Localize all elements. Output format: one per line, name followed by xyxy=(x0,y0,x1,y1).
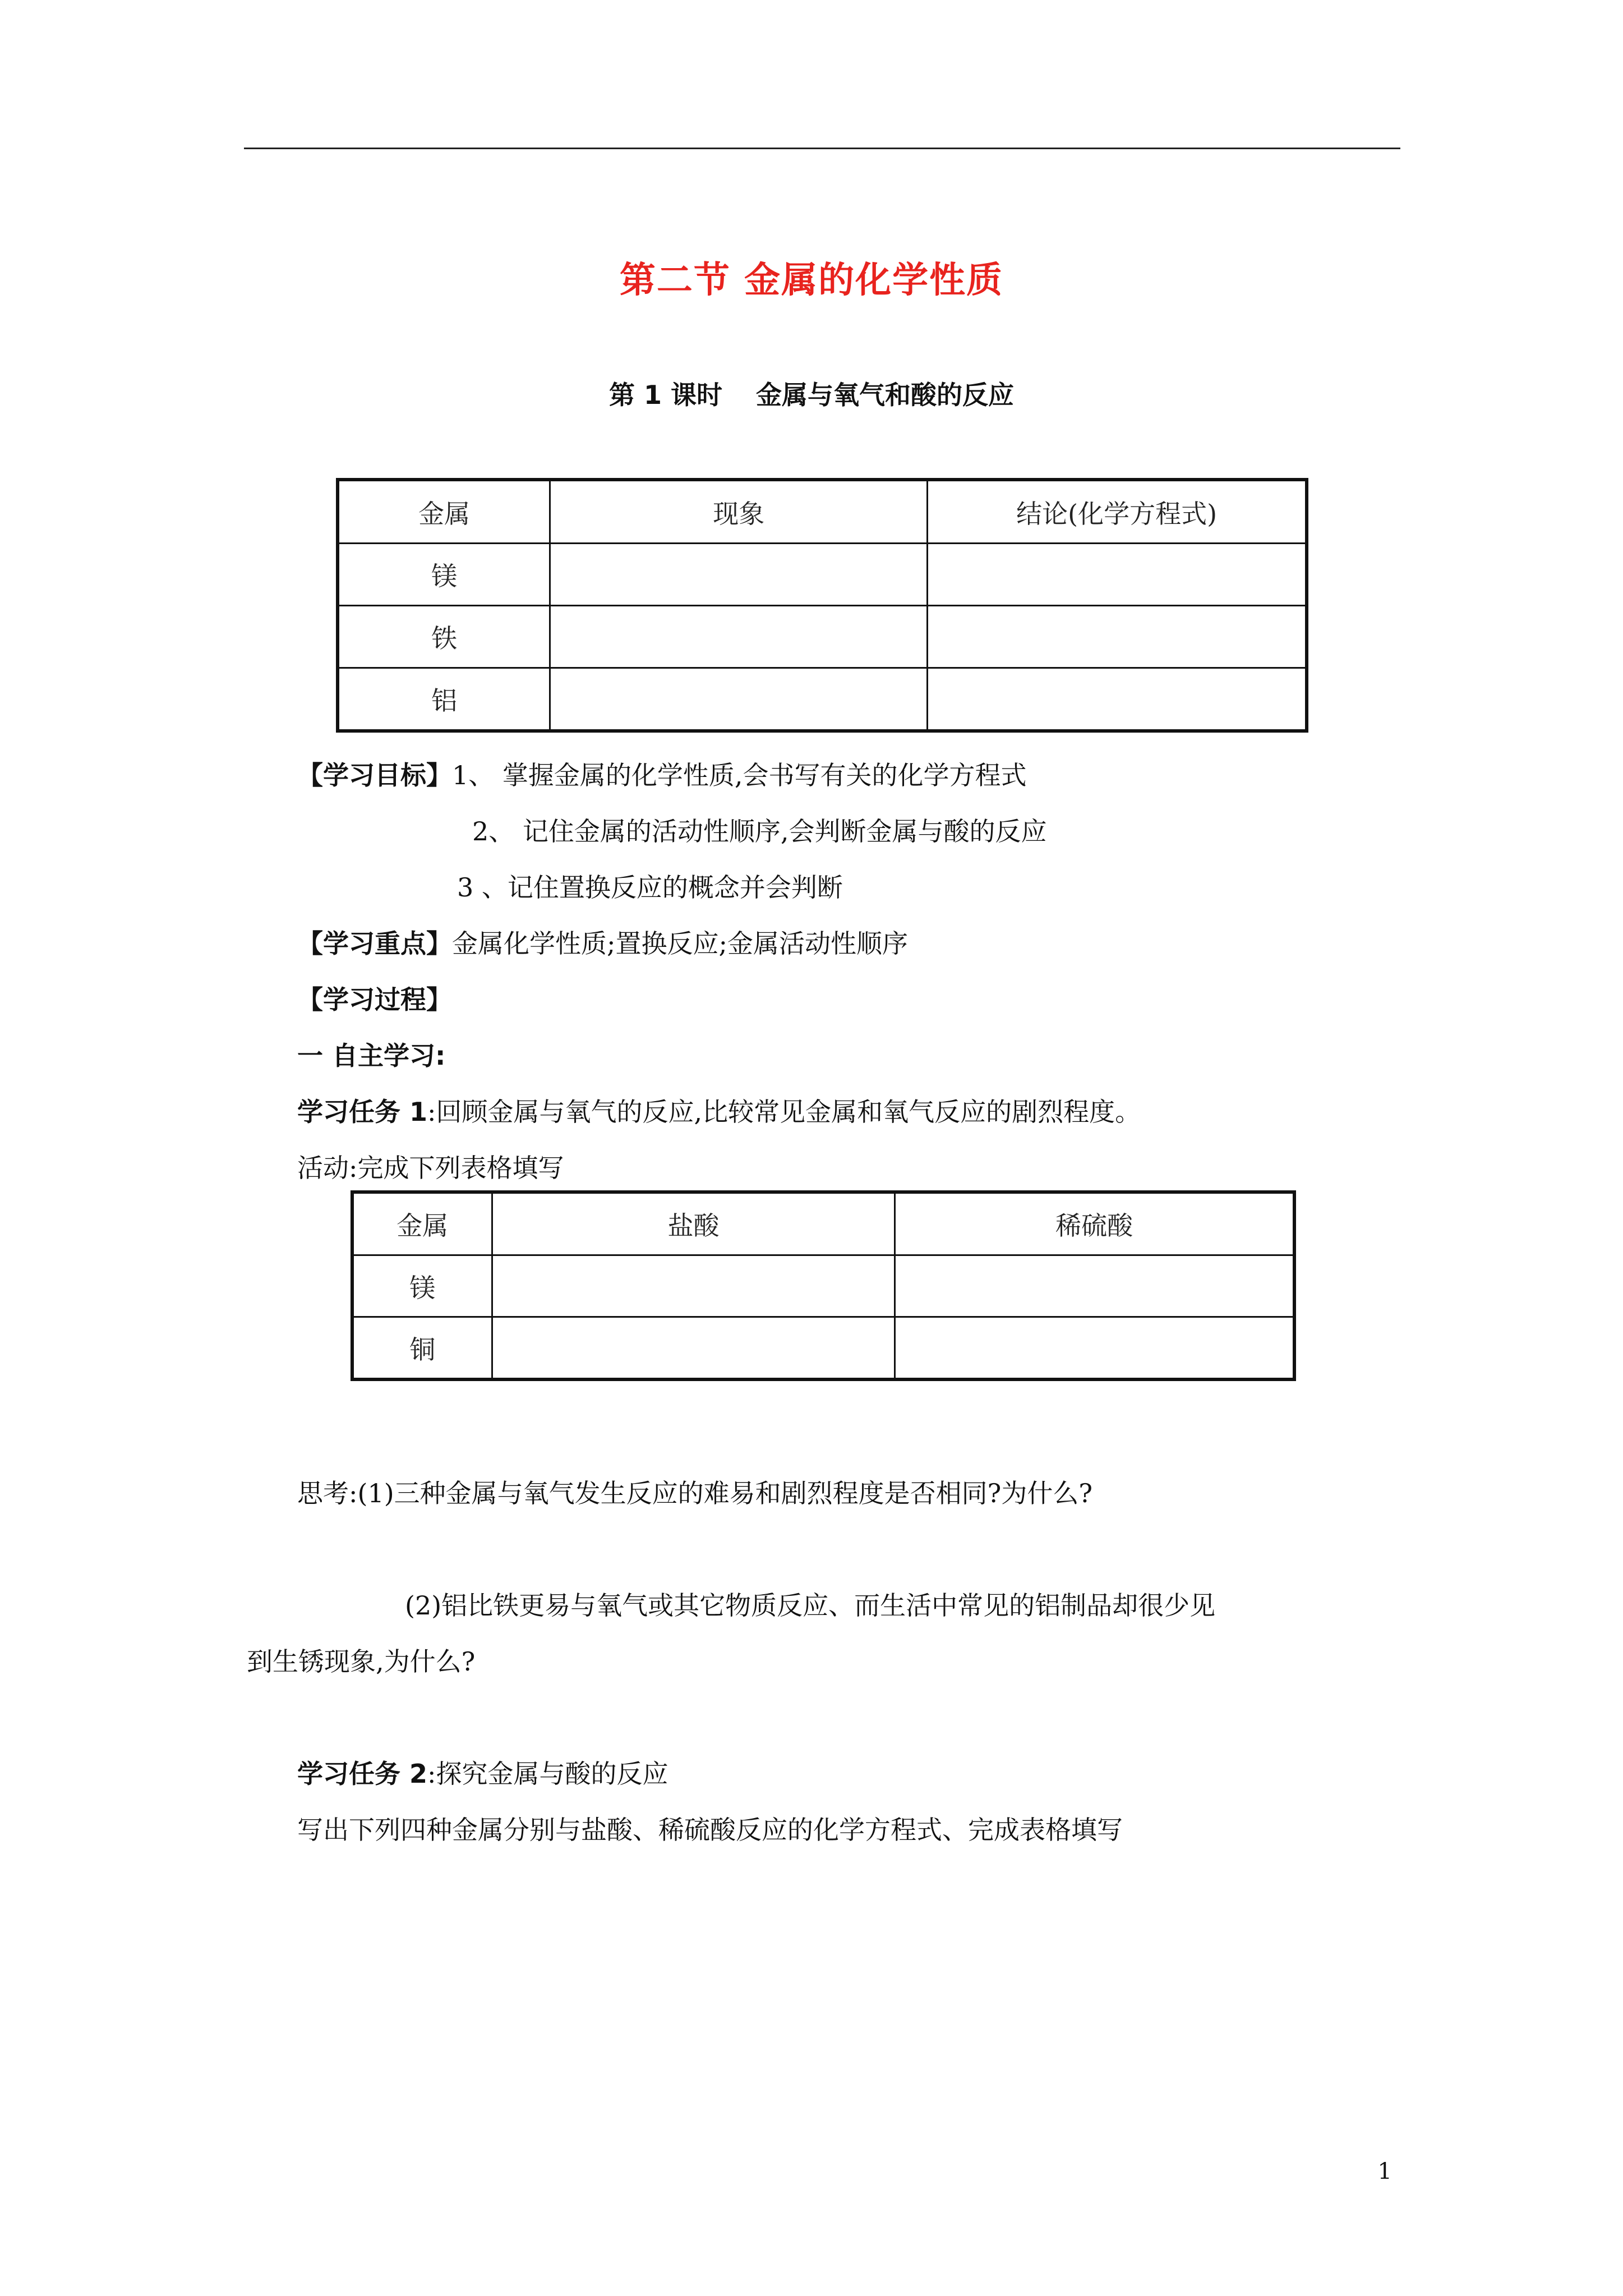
blank-cell xyxy=(550,668,928,730)
process-label: 【学习过程】 xyxy=(297,984,452,1015)
table-header-cell: 金属 xyxy=(353,1193,492,1255)
task1-label: 学习任务 1 xyxy=(297,1097,428,1127)
table-header-cell: 结论(化学方程式) xyxy=(928,481,1306,544)
blank-cell xyxy=(928,606,1306,668)
table-row xyxy=(353,1255,1294,1317)
page-number: 1 xyxy=(1377,2159,1392,2184)
task1-text: :回顾金属与氧气的反应,比较常见金属和氧气反应的剧烈程度。 xyxy=(427,1097,1141,1127)
blank-cell xyxy=(928,668,1306,730)
table-row xyxy=(339,606,1306,668)
table-row xyxy=(339,668,1306,730)
lesson-number: 第 1 课时 xyxy=(608,380,723,410)
key-points-line xyxy=(297,927,908,960)
table-header-row xyxy=(353,1193,1294,1255)
table-header-row xyxy=(339,481,1306,544)
table-header-cell: 金属 xyxy=(339,481,550,544)
key-points-label: 【学习重点】 xyxy=(297,928,452,959)
metal-cell: 镁 xyxy=(339,544,550,606)
blank-cell xyxy=(550,606,928,668)
table-row xyxy=(353,1317,1294,1379)
lesson-subtitle xyxy=(0,375,1623,412)
table-header-cell: 稀硫酸 xyxy=(895,1193,1294,1255)
section-title: 第二节 金属的化学性质 xyxy=(619,260,1004,301)
metal-cell: 铁 xyxy=(339,606,550,668)
task1-line xyxy=(297,1095,1141,1129)
objectives-label: 【学习目标】 xyxy=(297,760,452,790)
think-question-1: 思考:(1)三种金属与氧气发生反应的难易和剧烈程度是否相同?为什么? xyxy=(297,1478,1092,1508)
blank-cell xyxy=(492,1255,895,1317)
metal-cell: 镁 xyxy=(353,1255,492,1317)
objective-item: 2、 记住金属的活动性顺序,会判断金属与酸的反应 xyxy=(472,816,1047,846)
objective-item: 3 、记住置换反应的概念并会判断 xyxy=(457,872,843,903)
blank-cell xyxy=(550,544,928,606)
header-rule xyxy=(244,148,1400,149)
objectives-line-1 xyxy=(297,758,1027,792)
blank-cell xyxy=(928,544,1306,606)
metal-cell: 铝 xyxy=(339,668,550,730)
table-header-cell: 现象 xyxy=(550,481,928,544)
self-study-heading: 一 自主学习: xyxy=(297,1041,446,1071)
task2-label: 学习任务 2 xyxy=(297,1759,428,1789)
task2-line xyxy=(297,1757,668,1791)
blank-cell xyxy=(895,1317,1294,1379)
task2-instruction: 写出下列四种金属分别与盐酸、稀硫酸反应的化学方程式、完成表格填写 xyxy=(297,1815,1123,1845)
table-row xyxy=(339,544,1306,606)
table-header-cell: 盐酸 xyxy=(492,1193,895,1255)
metal-cell: 铜 xyxy=(353,1317,492,1379)
acid-reaction-table xyxy=(352,1192,1294,1379)
think-question-2: (2)铝比铁更易与氧气或其它物质反应、而生活中常见的铝制品却很少见 xyxy=(405,1590,1216,1621)
oxygen-reaction-table xyxy=(338,480,1307,731)
blank-cell xyxy=(492,1317,895,1379)
think-question-2-continued: 到生锈现象,为什么? xyxy=(247,1646,476,1677)
lesson-name: 金属与氧气和酸的反应 xyxy=(756,380,1015,410)
key-points-text: 金属化学性质;置换反应;金属活动性顺序 xyxy=(452,928,908,959)
objective-item: 1、 掌握金属的化学性质,会书写有关的化学方程式 xyxy=(452,760,1027,790)
activity-line: 活动:完成下列表格填写 xyxy=(297,1153,564,1183)
blank-cell xyxy=(895,1255,1294,1317)
task2-text: :探究金属与酸的反应 xyxy=(427,1759,668,1789)
